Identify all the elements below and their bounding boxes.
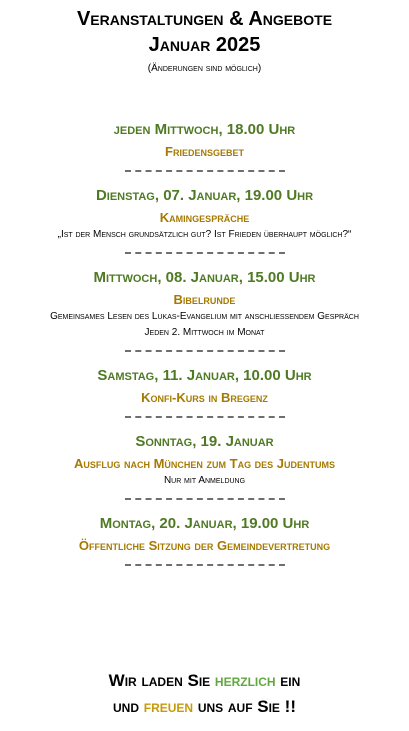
event-list xyxy=(0,120,409,566)
closing-highlight-herzlich: herzlich xyxy=(214,671,276,690)
header xyxy=(0,0,409,75)
event-kamingespraeche xyxy=(0,186,409,243)
page-title: Veranstaltungen & Angebote xyxy=(76,8,333,30)
changes-note: (Änderungen sind möglich) xyxy=(147,63,262,74)
event-description: Gemeinsames Lesen des Lukas-Evangelium mit anschließendem Gespräch xyxy=(50,311,359,322)
event-title: Bibelrunde xyxy=(173,292,236,307)
closing-text: Wir laden Sie xyxy=(108,671,215,690)
event-schedule-note: Jeden 2. Mittwoch im Monat xyxy=(144,327,265,338)
event-description: Nur mit Anmeldung xyxy=(163,475,246,486)
event-gemeindevertretung xyxy=(0,514,409,555)
event-bibelrunde xyxy=(0,268,409,341)
event-date: Samstag, 11. Januar, 10.00 Uhr xyxy=(97,367,312,384)
closing-line-2 xyxy=(0,694,409,720)
closing-highlight-freuen: freuen xyxy=(143,697,194,716)
event-title: Friedensgebet xyxy=(165,144,244,159)
divider xyxy=(125,252,285,254)
event-date: Sonntag, 19. Januar xyxy=(135,433,274,450)
event-date: Dienstag, 07. Januar, 19.00 Uhr xyxy=(95,187,314,204)
divider xyxy=(125,170,285,172)
event-title: Öffentliche Sitzung der Gemeindevertretung xyxy=(78,538,331,553)
event-date: Mittwoch, 08. Januar, 15.00 Uhr xyxy=(93,269,316,286)
event-title: Kamingespräche xyxy=(159,210,250,225)
divider xyxy=(125,564,285,566)
page-subtitle-month: Januar 2025 xyxy=(148,34,261,56)
divider xyxy=(125,350,285,352)
event-konfi-kurs xyxy=(0,366,409,407)
divider xyxy=(125,416,285,418)
event-description: „Ist der Mensch grundsätzlich gut? Ist Frieden überhaupt möglich?“ xyxy=(57,229,352,240)
event-friedensgebet xyxy=(0,120,409,161)
event-ausflug-muenchen xyxy=(0,432,409,489)
event-date: jeden Mittwoch, 18.00 Uhr xyxy=(113,121,296,138)
event-title: Ausflug nach München zum Tag des Judentums xyxy=(73,456,336,471)
event-title: Konfi-Kurs in Bregenz xyxy=(141,390,268,405)
closing-line-1 xyxy=(0,668,409,694)
divider xyxy=(125,498,285,500)
closing-text: und xyxy=(113,697,144,716)
closing-text: ein xyxy=(275,671,301,690)
event-date: Montag, 20. Januar, 19.00 Uhr xyxy=(99,515,310,532)
closing-text: uns auf Sie !! xyxy=(193,697,296,716)
closing-message xyxy=(0,668,409,720)
